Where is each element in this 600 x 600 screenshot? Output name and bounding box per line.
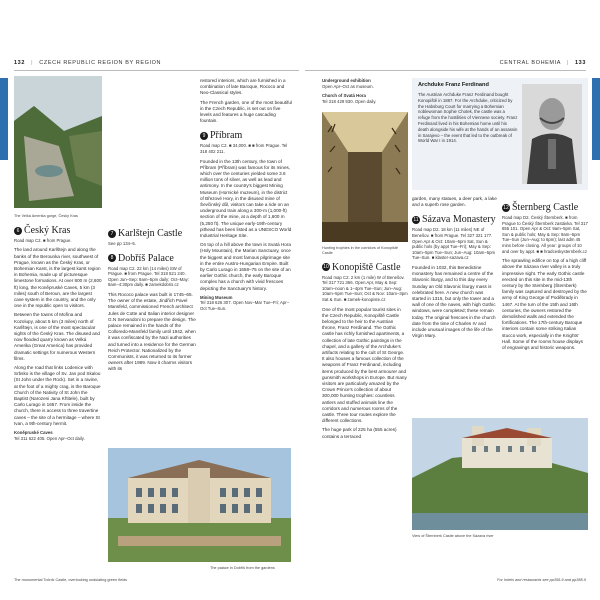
heading-dobris-palace: 8 Dobříš Palace — [108, 253, 196, 264]
footer-caption-tocnik: The monumental Točník Castle, overlooking undulating green fields — [14, 578, 128, 582]
entry-number: 9 — [200, 132, 208, 140]
info-sazava-monastery: Road map D2. 18 km (11 miles) NE of Benešov. ■ from Prague. Tel 327 321 177. Open Apr & Oct: 10am–5pm Sat, Sun & public hols (by appt Tue–Fri); May & Sep: 10am–5pm Tue–Sun; Jun–Aug: 10am–5pm Tue–Sun. ■ klaster-sazava.cz — [412, 227, 496, 261]
heading-cesky-kras: 6 Český Kras — [14, 225, 102, 236]
column-6 — [502, 196, 588, 354]
page-number-left: 132 — [14, 60, 25, 66]
header-left: 132 | CZECH REPUBLIC REGION BY REGION — [14, 60, 162, 66]
info-cesky-kras: Road map C2. ■ from Prague. — [14, 237, 72, 243]
paragraph: On top of a hill above the town is Svatá Hora (Holy Mountain), the Marian Sanctuary, once the biggest and most famous pilgrimage site in the entire Austro-Hungarian Empire. Built by Carlo Lurago in 1658–75 on the site of an earlier Gothic church, the early Baroque complex has a church with vivid frescoes depicting the Sanctuary's history. — [200, 242, 291, 291]
photo-dobris-palace — [108, 448, 291, 562]
header-rule-right — [305, 70, 586, 71]
paragraph: Founded in 1032, this Benedictine monastery has remained a centre of the Slavonic liturgy, and to this day every Sunday an Old Slavonic liturgy mass is celebrated here. A new church was started in 1315, but only the tower and a wall of one of the naves, with high Gothic windows, were completed; these remain today. The original frescoes in the church date from the time of Charles IV and include unusual images of the life of the Virgin Mary. — [412, 264, 496, 339]
info-konopiste-castle: Road map C2. 2 km (1 mile) W of Benešov. Tel 317 721 366. Open Apr, May & Sep: 10am–noon & 1–4pm Tue–Sun; Jun–Aug: 10am–5pm Tue–Sun; Oct & Nov: 10am–3pm Sat & Sun. ■ zamek-konopiste.cz — [322, 274, 408, 302]
see-reference: See pp 134–5. — [108, 241, 136, 246]
paragraph: One of the most popular tourist sites in the Czech Republic, Konopiště Castle belonged to the heir to the Austrian throne, Franz Ferdinand. The Gothic castle has richly furnished apartments, a collection of late Gothic paintings in the chapel, and a gallery of the Archduke's artifacts relating to the cult of St George. It also houses a famous collection of the weapons of Franz Ferdinand, including items produced by the best armourer and gunsmith workshops in Europe. But many visitors are particularly amazed by the Crown Prince's collection of about 300,000 hunting trophies: countless antlers and stuffed animals line the corridors and numerous rooms of the castle. Three tour routes explore the different collections. — [322, 306, 407, 424]
caption-sternberk-castle: View of Šternberk Castle above the Sázava river — [412, 534, 494, 538]
heading-konopiste-castle: 10 Konopiště Castle — [323, 261, 401, 273]
entry-number: 7 — [108, 230, 116, 238]
heading-sternberg-castle: 12 Šternberg Castle — [503, 202, 579, 213]
info-dobris-palace: Road map C2. 22 km (14 miles) SW of Prague. ■ from Prague. Tel 318 521 240. Open Jun–Sep: 9am–5pm daily; Oct–May: 8am–4:30pm daily. ■ zamekdobris.cz — [108, 265, 189, 288]
info-pribram: Road map C2. ■ 34,000. ■ ■ from Prague. Tel 318 402 211. — [200, 143, 288, 155]
info-underground-exhibition: Open Apr–Oct as museum. — [322, 83, 374, 89]
side-tab-right — [592, 78, 600, 160]
column-4-top — [322, 78, 408, 108]
info-konepruske-caves: Tel 311 622 405. Open Apr–Oct daily. — [14, 435, 85, 441]
header-right: CENTRAL BOHEMIA | 133 — [499, 60, 586, 66]
paragraph: Along the road that links Lodenice with Srbsko is the village of Sv. Jan pod Skalou (St John under the Rock). Set in a ravine, at the foot of a mighty crag, is the Baroque Church of the Nativity of St John the Baptist (Narozeni Jana Křtitele), built by Carlo Lurago in 1657. From inside the church, there is access to three travertine caves – the site of a hermitage – where St Ivan, a 9th-century hermit. — [14, 365, 101, 426]
header-rule-left — [14, 70, 299, 71]
paragraph: The land around Karlštejn and along the banks of the Berounka river, southwest of Prague, known as the Český Kras, or Bohemian Karst, is the largest karst region in Bohemia, made up of picturesque limestone formations. At over 800 m (2,600 ft) long, the Koněpruské Caves, 5 km (3 miles) south of Beroun, are the largest cave system in the country, and the only one in the republic open to visitors. — [14, 247, 102, 309]
photo-hunting-trophies — [322, 112, 408, 242]
paragraph: This Rococo palace was built in 1745–65. The owner of the estate, Jindřich Pavel Mansfeld, commissioned French architect Jules de Cotte and Italian interior designer G.N Servandoni to prepare the design. The palace remained in the hands of the Colloredo-Mansfeld family until 1942, when it was confiscated by the Nazi authorities and turned into a residence for the German Reich Protector. Nationalized by the Communists, it was returned to its former owners after 1989. Now it charms visitors with its — [108, 291, 196, 372]
caption-dobris-palace: The palace in Dobříš from the gardens — [210, 566, 275, 570]
photo-velka-amerika-gorge — [14, 76, 102, 208]
column-3 — [200, 78, 292, 316]
entry-number: 10 — [323, 264, 329, 271]
paragraph: Between the towns of Mořina and Kozolupy, about 5 km (3 miles) north of Karlštejn, is one of the most spectacular sights of the Český Kras. The disused and now flooded quarry known as Velká Amerika (Great America) has provided dramatic settings for numerous Western films. — [14, 312, 100, 361]
info-church-svata-hora: Tel 318 429 930. Open daily. — [322, 98, 377, 104]
portrait-franz-ferdinand — [522, 84, 582, 184]
entry-number: 12 — [503, 204, 509, 211]
paragraph: garden, many statues, a deer park, a lake and a superb rose garden. — [412, 196, 497, 208]
side-tab-left — [0, 78, 8, 160]
heading-pribram: 9 Příbram — [200, 130, 292, 141]
subheading-konepruske-caves: Koněpruské Caves — [14, 430, 53, 436]
column-5 — [412, 196, 498, 342]
photo-sternberk-castle — [412, 418, 588, 530]
info-sternberg-castle: Road map D2. Český Šternberk. ■ from Prague to Český Šternberk zastávka. Tel 317 855 101. Open Apr & Oct: 9am–5pm Sat, Sun & public hols; May & Sep: 9am–5pm Tue–Sun (Jun–Aug: to 6pm); last adm 45 mins before closing. All year: groups of 10 and over by appt. ■ ■ hradceskysternberk.cz — [502, 215, 588, 254]
subheading-underground-exhibition: Underground exhibition — [322, 78, 371, 83]
subheading-mining-museum: Mining Museum — [200, 294, 233, 300]
column-2 — [108, 222, 196, 376]
heading-karlstejn-castle: 7 Karlštejn Castle — [108, 228, 196, 239]
entry-number: 8 — [108, 254, 116, 262]
entry-number: 6 — [14, 227, 22, 235]
paragraph: restored interiors, which are furnished in a combination of late Baroque, Rococo and Neo-Classical styles. — [200, 78, 286, 96]
entry-number: 11 — [413, 217, 419, 224]
paragraph: The huge park of 225 ha (555 acres) contains a terraced — [322, 427, 397, 439]
section-title-right: CENTRAL BOHEMIA — [499, 60, 561, 66]
column-1 — [14, 212, 102, 445]
caption-hunting-trophies: Hunting trophies in the corridors of Konopiště Castle — [322, 246, 398, 255]
column-4 — [322, 244, 408, 443]
box-title: Archduke Franz Ferdinand — [418, 82, 489, 88]
paragraph: Founded in the 13th century, the town of Příbram (Příbram) was famous for its mines, which over the centuries yielded some 3.6 million tons of silver, as well as lead and antimony. In the country's biggest Mining Museum (Hornické muzeum), in the district of Březové Hory, in the disused mine of Ševčinský důl, visitors can take a ride on an underground train along a 300-m (1,000-ft) section of the mine, at a depth of 1,600 m (5,250 ft). The unique early-19th-century pithead has been listed as a UNESCO World Industrial Heritage Site. — [200, 158, 292, 239]
caption-velka-amerika: The Velká Amerika gorge, Český Kras — [14, 214, 78, 218]
paragraph: The sprawling edifice on top of a high cliff above the Sázava river valley is a truly impressive sight. The early Gothic castle erected on this site in the mid-13th century by the Sternberg (Šternberk) family was captured and destroyed by the army of King George of Poděbrady in 1467. At the turn of the 15th and 16th centuries, the owners restored the demolished walls and extended the fortifications. The 17th-century Baroque interiors contain some striking Italian stucco work, especially in the Knights' Hall. Some of the rooms house displays of engravings and historic weapons. — [502, 258, 587, 350]
footer-hotels-reference: For hotels and restaurants see pp358-9 and pp388-9 — [497, 578, 586, 582]
subheading-church-svata-hora: Church of Svatá Hora — [322, 93, 366, 99]
feature-box-franz-ferdinand — [412, 78, 588, 190]
paragraph: The French garden, one of the most beautiful in the Czech Republic, is set out on five levels and features a huge cascading fountain. — [200, 99, 292, 124]
info-mining-museum: Tel 318 626 307. Open Nov–Mar Tue–Fri; Apr–Oct Tue–Sun. — [200, 300, 290, 312]
heading-sazava-monastery: 11 Sázava Monastery — [413, 214, 496, 226]
box-text: The Austrian Archduke Franz Ferdinand bought Konopiště in 1887. For the Archduke, criticized by the Habsburg Court for marrying a Bohemian noblewoman Sophie Chotek, the castle was a refuge from the hostilities of Viennese society. Franz Ferdinand lived in his Bohemian home until his death alongside his wife at the hands of an assassin in Sarajevo – the event that led to the outbreak of World War I in 1914. — [418, 92, 518, 144]
page-number-right: 133 — [575, 60, 586, 66]
section-title-left: CZECH REPUBLIC REGION BY REGION — [39, 60, 162, 66]
